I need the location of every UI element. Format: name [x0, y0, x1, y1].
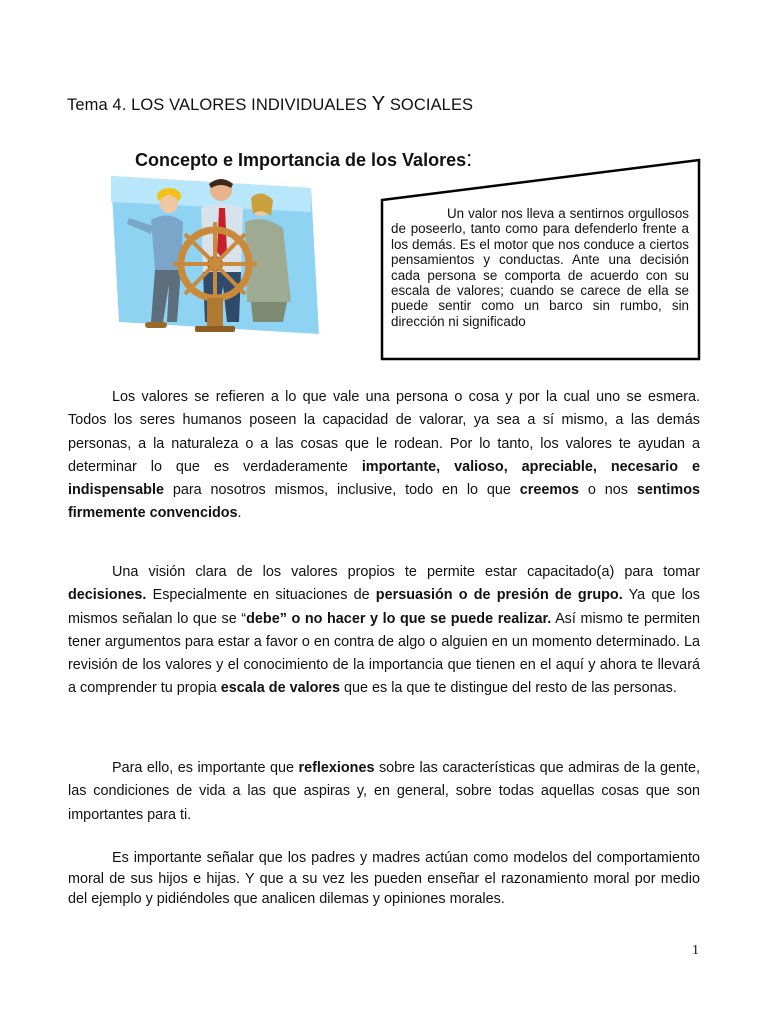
topic-heading-suffix: SOCIALES: [385, 96, 474, 114]
paragraph-values-definition: [68, 386, 700, 526]
p2-text-5: que es la que te distingue del resto de las personas.: [340, 680, 677, 697]
left-person-boots: [145, 322, 167, 328]
p1-text-3: o nos: [578, 482, 637, 499]
p2-text-1: Una visión clara de los valores propios te permite estar capacitado(a) para tomar: [112, 564, 700, 580]
topic-heading-prefix: Tema 4. LOS VALORES INDIVIDUALES: [67, 96, 372, 114]
callout-text: Un valor nos lleva a sentirnos orgullosos de poseerlo, tanto como para defenderlo frente a los demás. Es el motor que nos conduce a ciertos pensamientos y conductas. Ante una decisión cada persona se comporta de acuerdo con su escala de valores; cuando se carece de ella se puede sentir como un barco sin rumbo, sin dirección ni significado: [391, 206, 689, 329]
p3-bold-1: reflexiones: [298, 760, 375, 776]
topic-heading: [67, 93, 473, 116]
p1-bold-1: importante, valioso, apreciable, necesario e indispensable: [68, 458, 700, 499]
section-title-text: Concepto e Importancia de los Valores: [135, 150, 467, 170]
paragraph-clear-vision: [68, 561, 700, 701]
left-person-head: [160, 195, 178, 213]
page-number: 1: [692, 943, 699, 958]
p3-text-2: sobre las características que admiras de la gente, las condiciones de vida a las que aspiras y, en general, sobre todas aquellas cosas que son importantes para ti.: [68, 760, 700, 823]
clipart-svg: [111, 172, 319, 338]
p2-bold-3: debe” o no hacer y lo que se puede realizar.: [246, 610, 552, 627]
p4-text-1: Es importante señalar que los padres y madres actúan como modelos del comportamiento moral de sus hijos e hijas. Y que a su vez les pueden enseñar el razonamiento moral por medio del ejemplo y pidiéndoles que analicen dilemas y opiniones morales.: [68, 850, 700, 907]
p2-text-2: Especialmente en situaciones de: [146, 587, 376, 604]
p1-bold-2: creemos: [519, 482, 579, 499]
paragraph-reflection: [68, 757, 700, 827]
p1-text-4: .: [237, 505, 242, 522]
p2-bold-4: escala de valores: [220, 680, 341, 697]
section-title-colon: :: [466, 146, 473, 171]
p2-bold-1: decisiones.: [68, 587, 147, 604]
paragraph-parents-models: [68, 848, 700, 910]
p1-text-2: para nosotros mismos, inclusive, todo en lo que: [163, 482, 520, 499]
topic-heading-y: Y: [371, 93, 386, 115]
p2-text-4: Así mismo te permiten tener argumentos para estar a favor o en contra de algo o alguien en un momento determinado. La revisión de los valores y el conocimiento de la importancia que tienen en el aquí y ahora te llevará a comprender tu propia: [68, 610, 700, 697]
p1-text-1: Los valores se refieren a lo que vale una persona o cosa y por la cual uno se esmera. Todos los seres humanos poseen la capacidad de valorar, ya sea a sí mismo, a las demás personas, a la naturaleza o a las cosas que le rodean. Por lo tanto, los valores te ayudan a determinar lo que es verdaderamente: [68, 389, 700, 475]
right-person-skirt: [251, 302, 287, 322]
p3-text-1: Para ello, es importante que: [112, 760, 299, 776]
p1-bold-3: sentimos firmemente convencidos: [68, 482, 700, 522]
people-at-ship-wheel-illustration: [111, 172, 319, 338]
definition-callout-box: [378, 156, 702, 362]
p2-text-3: Ya que los mismos señalan lo que se “: [68, 587, 700, 627]
p2-bold-2: persuasión o de presión de grupo.: [375, 587, 623, 604]
